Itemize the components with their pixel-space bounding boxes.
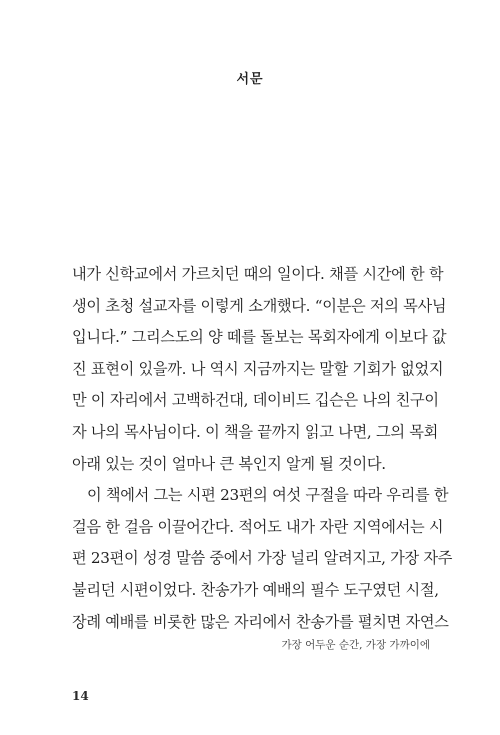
running-footer-title: 가장 어두운 순간, 가장 가까이에	[281, 639, 430, 651]
text-line: 아래 있는 것이 얼마나 큰 복인지 알게 될 것이다.	[72, 454, 386, 473]
text-line: 걸음 한 걸음 이끌어간다. 적어도 내가 자란 지역에서는 시	[72, 517, 444, 536]
text-line: 진 표현이 있을까. 나 역시 지금까지는 말할 기회가 없었지	[72, 359, 444, 378]
text-line: 이 책에서 그는 시편 23편의 여섯 구절을 따라 우리를 한	[87, 486, 449, 505]
text-line: 입니다.” 그리스도의 양 떼를 돌보는 목회자에게 이보다 값	[72, 328, 447, 347]
section-title: 서문	[236, 72, 264, 87]
text-line: 생이 초청 설교자를 이렇게 소개했다. “이분은 저의 목사님	[72, 296, 447, 315]
text-line: 자 나의 목사님이다. 이 책을 끝까지 읽고 나면, 그의 목회	[72, 422, 438, 441]
text-line: 불리던 시편이었다. 찬송가가 예배의 필수 도구였던 시절,	[72, 580, 439, 599]
page-number: 14	[72, 689, 89, 703]
body-text	[72, 259, 453, 638]
text-line: 편 23편이 성경 말씀 중에서 가장 널리 알려지고, 가장 자주	[72, 549, 453, 568]
text-line: 내가 신학교에서 가르치던 때의 일이다. 채플 시간에 한 학	[72, 265, 444, 283]
text-line: 만 이 자리에서 고백하건대, 데이비드 깁슨은 나의 친구이	[72, 391, 439, 410]
text-line: 장례 예배를 비롯한 많은 자리에서 찬송가를 펼치면 자연스	[72, 612, 449, 631]
